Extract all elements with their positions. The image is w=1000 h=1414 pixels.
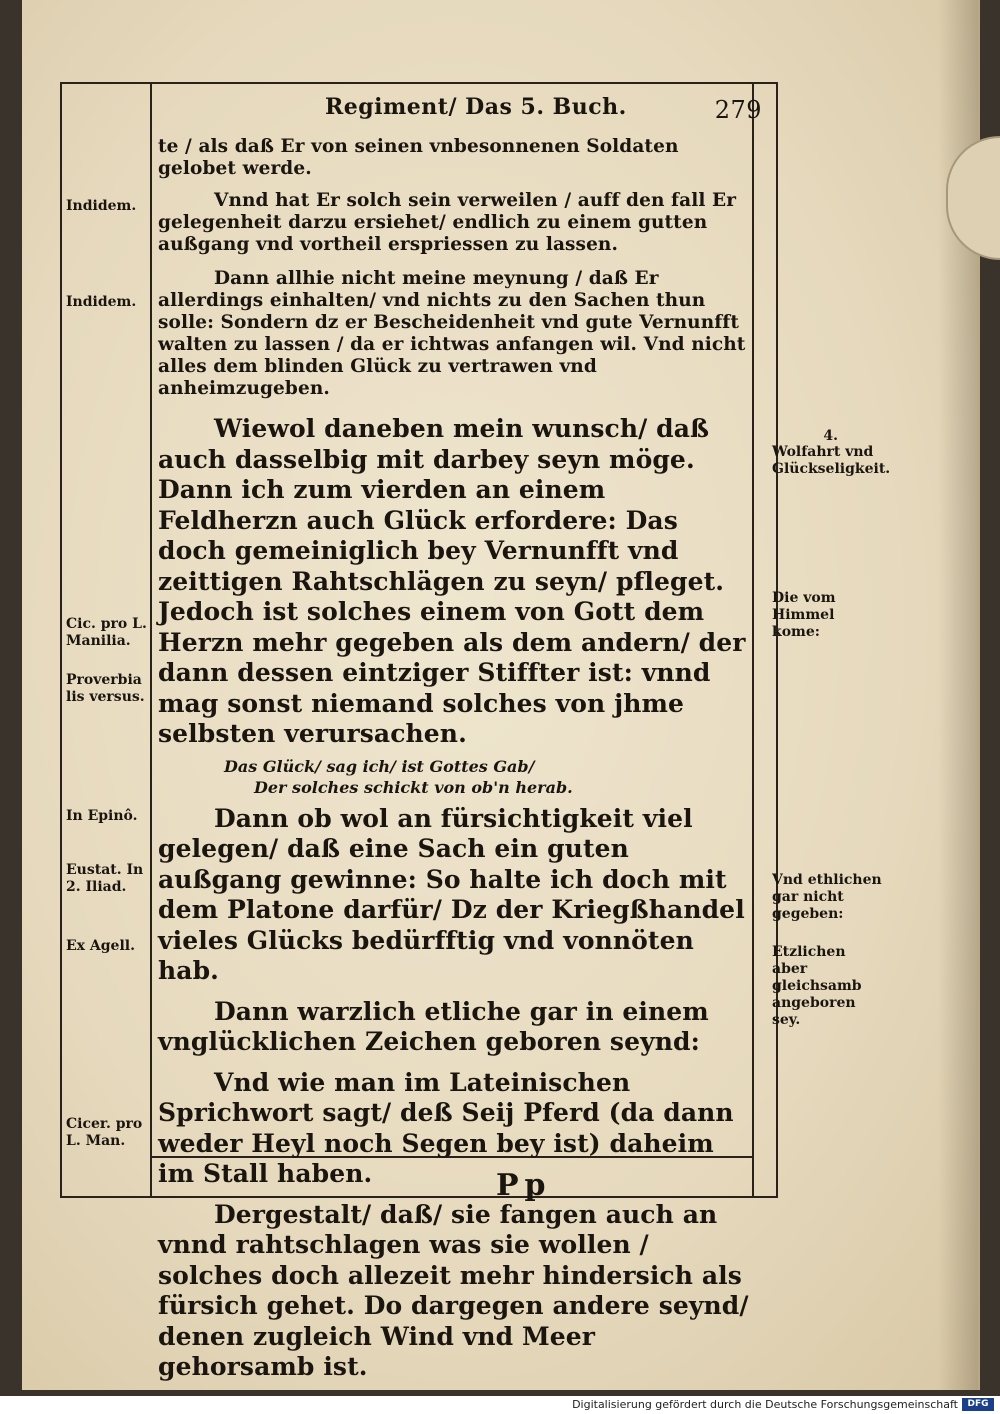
page-header [150, 92, 770, 126]
paragraph-1: te / als daß Er von seinen vnbesonnenen Soldaten gelobet werde. [158, 136, 679, 179]
dfg-logo-icon: DFG [962, 1398, 994, 1411]
margin-note-left-7: Ex Agell. [66, 938, 135, 954]
verse [158, 756, 752, 798]
paragraph-2: Vnnd hat Er solch sein verweilen / auff den fall Er gelegenheit darzu ersiehet/ endlich zu einem gutten außgang vnd vortheil erspriessen zu lassen. [158, 190, 737, 255]
margin-note-right-3: Vnd ethlichen gar nicht gegeben: [772, 872, 882, 922]
signature-mark: Pp [496, 1168, 552, 1203]
margin-note-left-3: Cic. pro L. Manilia. [66, 616, 147, 649]
margin-note-right-4: Etzlichen aber gleichsamb angeboren sey. [772, 944, 862, 1028]
margin-note-right-number: 4. [823, 428, 838, 444]
margin-note-left-2: Indidem. [66, 294, 137, 310]
frame-rule-right-margin [752, 82, 754, 1198]
paragraph-6: Dann warzlich etliche gar in einem vnglücklichen Zeichen geboren seynd: [158, 996, 709, 1056]
funding-credit: Digitalisierung gefördert durch die Deutsche Forschungsgemeinschaft [572, 1398, 958, 1411]
page-number: 279 [714, 96, 762, 124]
digitization-footer [0, 1396, 1000, 1414]
paragraph-5: Dann ob wol an fürsichtigkeit viel gelegen/ daß eine Sach ein guten außgang gewinne: So halte ich doch mit dem Platone darfür/ Dz der Kriegßhandel vieles Glücks bedürfftig vnd vonnöten hab. [158, 803, 745, 985]
paragraph-3: Dann allhie nicht meine meynung / daß Er allerdings einhalten/ vnd nichts zu den Sachen thun solle: Sondern dz er Bescheidenheit vnd gute Vernunfft walten zu lassen / da er ichtwas anfangen wil. Vnd nicht alles dem blinden Glück zu vertrawen vnd anheimzugeben. [158, 268, 746, 399]
margin-note-right-1: Wolfahrt vnd Glückseligkeit. [772, 444, 891, 477]
margin-note-left-6: Eustat. In 2. Iliad. [66, 862, 144, 895]
paragraph-7: Vnd wie man im Lateinischen Sprichwort sagt/ deß Seij Pferd (da dann weder Heyl noch Segen bey ist) daheim im Stall haben. [158, 1067, 734, 1188]
margin-note-left-5: In Epinô. [66, 808, 138, 824]
margin-note-left-1: Indidem. [66, 198, 137, 214]
margin-note-left-8: Cicer. pro L. Man. [66, 1116, 143, 1149]
paragraph-8: Dergestalt/ daß/ sie fangen auch an vnnd rahtschlagen was sie wollen / solches doch allezeit mehr hindersich als fürsich gehet. Do dargegen andere seynd/ denen zugleich Wind vnd Meer gehorsamb ist. [158, 1199, 749, 1381]
margin-note-left-4: Proverbia lis versus. [66, 672, 145, 705]
verse-line-1: Das Glück/ sag ich/ ist Gottes Gab/ [224, 756, 535, 776]
verse-line-2: Der solches schickt von ob'n herab. [254, 777, 573, 797]
running-head: Regiment/ Das 5. Buch. [325, 94, 627, 120]
margin-note-right-2: Die vom Himmel kome: [772, 590, 836, 640]
paragraph-4: Wiewol daneben mein wunsch/ daß auch dasselbig mit darbey seyn möge. Dann ich zum vierden an einem Feldherzn auch Glück erfordere: Das doch gemeiniglich bey Vernunfft vnd zeittigen Rahtschlägen zu seyn/ pfleget. Jedoch ist solches einem von Gott dem Herzn mehr gegeben als dem andern/ der dann dessen eintziger Stiffter ist: vnnd mag sonst niemand solches von jhme selbsten verursachen. [158, 414, 746, 748]
frame-rule-left-margin [150, 82, 152, 1198]
main-text [158, 136, 752, 1383]
